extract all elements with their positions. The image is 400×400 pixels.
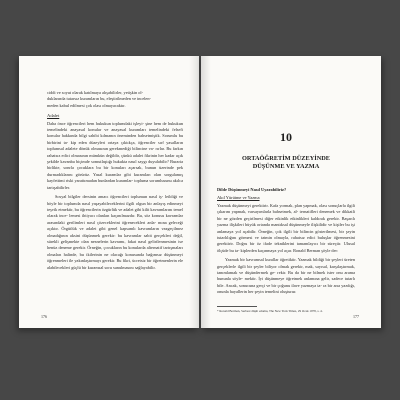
gutter-shadow <box>189 56 199 328</box>
page-number: 177 <box>353 314 359 319</box>
left-page <box>19 56 199 328</box>
footnote-rule <box>217 306 257 307</box>
section-title: Dilde Düşünmeyi Nasıl Uyarabiliriz? <box>217 187 287 192</box>
section-subheading: Akıl Yürütme ve Yazma <box>217 195 260 200</box>
body-paragraph: Sosyal bilgiler dersinin amacı öğrencileri toplumun nasıl iş- leildiği ve böyle bir toplumda nasıl yaşayabileceklerini ilgili olgun bir anlayış edinmeyi teşvik etmektir, bu öğrencilerin özgürlük ve adalet gibi kilit kavramlarını temel olarak ince- lemesi ihtiyacı olanları kaçınılmazdır. Bu, söz konusu kavramlar arasındaki gerilimleri nasıl çözeceklerini öğrenecekleri anla- mına geleceği açıktır. Örgütlük ve adalet gibi genel kapsamlı kavramların vazgeçilmez olmadığının aksini düşünmek gerekir: bu kavramlar sabit gerçekleri değil, sürekli gelişmekte olan nesnelerin kavramı, fakat nasıl gelirilenmesinin ise henüz deneme gerekir. Örneğin, çocukların bu konularda alternatif tartışmaları olmaları halinde, bu ikilerinin ne olacağı konusunda bağımsız düşünmeyi öğrenmeleri ile yakınlaştırmayı gerekir. Bu fikri, ücretsiz bir öğretmenlerin ele alabilecekleri güçlü bir kuramsal soru sunulmasını sağlayabilir. <box>47 194 183 270</box>
body-paragraph: Daha önce öğrencileri hem hukukun toplumdaki işleyi- şine hem de hukukun temelindeki anayasal konular ve anayasal kuramları temelindeki felsefi konular hakkında bilgi sahibi kılmanın öneminden bahsetmiştik. Sorumlu bu birbirini ta- kip eden düzeyleri ortaya çıktıkça, öğrenciler sırf yasalların toplumsal adalete dönük olmasının gerekmediği bilincine va- rırlar. Bu farkın rahatsız edici olmasının mümkün değildir, çünkü adalet fikrinin her kadar açık şekilde kavanba biçimde somutlaştığı hukukta nasıl saygı duyulabilir? Buraria birlikte, sonrla çocuklara bu bir konuları açarsak, bunun üzerinde pek durmadıklarını görürüz. Yasal kuramlar gibi kuramları olan sorgulamış kayfettimi riski yarattımadan bunlardan kuramlar- topluma sorumlusunu akılca tartışabilirler. <box>47 120 183 190</box>
paragraph-line: meden kabul edilmesi çok olası olmayacaktır. <box>47 102 126 108</box>
right-page <box>201 56 381 328</box>
gutter-shadow <box>201 56 211 328</box>
block-quote: Yazmak bir kavramsal kurallar öğretiktir. Yazmak bildiği bir şeyleri üreten gerçeklerle ilgili bir şeyler biliyor olmak gerekir, mak, sayısal, karşılaştırmak, tanımlamak ve düşündermek ge- rekir. Bu da bir ne bilmek ister onu arama bununla söyle- mektir. İyi düşünmeye öğretmek anlamına gelir, sadece tutarlı bile. Ancak, sonucuna gerçi ve bir çoğunu ilave yazmaya ta- ra bir arıa yazdığı, onunla hayallerin her şeyin temelini oluşturur. <box>217 257 355 295</box>
chapter-title: ORTAÖĞRETİM DÜZEYİNDE <box>241 155 330 162</box>
paragraph-line: ciddi ve soyut olarak katılmaya alışabilirler, yetişkin ol- <box>47 90 144 95</box>
page-number: 176 <box>41 314 47 319</box>
chapter-number: 10 <box>280 130 292 144</box>
chapter-title: DÜŞÜNME VE YAZMA <box>252 163 320 170</box>
body-paragraph: Yazmak düşünmeyi gerektirir. Kafa yormak, plan yapmak, olası sonuçlarla ilgili çıkarım yapmak, varsayımlarla bahsetmek, al- ternatifleri denemek ve dikkatli bir ne gözden geçirilmesi diğer etkinlik etkinlikleri kaldırak gerekir. Başarılı yazma ilişkileri büyük ortanda mantıksal düşünmeyle ilişkilidir ve kişiler bu işi anlamaya yol açabilir. Örneğin, çok ilgili bir bilincin gösterilmesi, bir şeyin tutarlılığını görmesi ve tatmin olmayla, rahatsız edici buluşlar öğrenmesini gerektirir. Doğru bir öz ifade tekniklerini tamamlayıcı bir süreçtir. Ulusal ölçüde bu ta- kiplerden kaçınmaya yol açar. Ronald Berman şöyle der: <box>217 203 355 253</box>
footnote: * Ronald Berman, Serbest düşüt edamu, The New York Times, 29 Ocak 1978, s. 4. <box>217 308 323 313</box>
section-subheading: Adalet <box>47 113 60 119</box>
paragraph-line: duklarında tutarsız kuramların bu, eleştirilmeden ve incelen- <box>47 96 151 102</box>
